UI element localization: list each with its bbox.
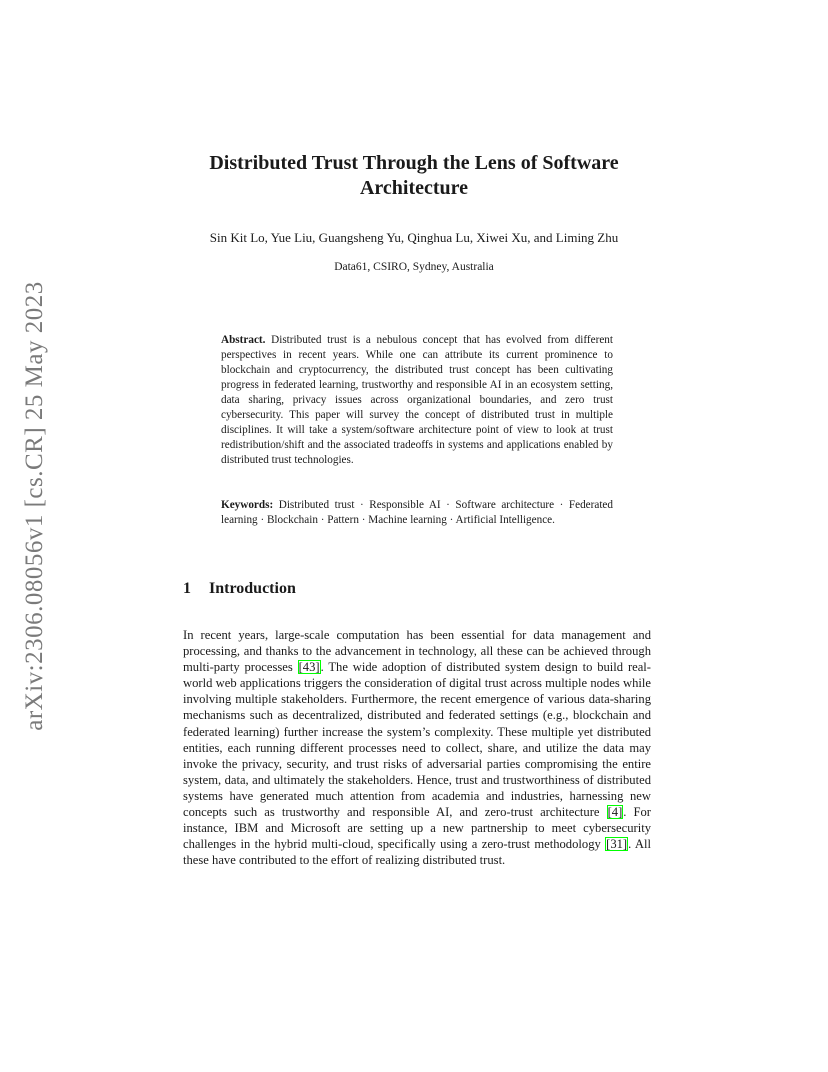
abstract-text: Distributed trust is a nebulous concept that has evolved from different perspectives in recent years. While one can attribute its current prominence to blockchain and cryptocurrency, the distributed trust concept has been cultivating progress in federated learning, trustworthy and responsible AI in an ecosystem setting, data sharing, privacy issues across organizational boundaries, and zero trust cybersecurity. This paper will survey the concept of distributed trust in multiple disciplines. It will take a system/software architecture point of view to look at trust redistribution/shift and the associated tradeoffs in systems and applications enabled by distributed trust technologies. xyxy=(221,334,613,466)
citation-link-31[interactable]: [31] xyxy=(606,837,628,852)
intro-text-part-2: . The wide adoption of distributed system design to build real-world web applications triggers the consideration of digital trust across multiple nodes while involving multiple stakeholders. Furthermore, the recent emergence of various data-sharing mechanisms such as decentralized, distributed and federated settings (e.g., blockchain and federated learning) further increase the system’s complexity. These multiple yet distributed entities, each running different processes need to collect, share, and utilize the data may invoke the privacy, security, and trust risks of adversarial parties compromising the entire system, data, and ultimately the stakeholders. Hence, trust and trustworthiness of distributed systems have generated much attention from academia and industries, harnessing new concepts such as trustworthy and responsible AI, and zero-trust architecture xyxy=(183,660,652,820)
keywords-label: Keywords: xyxy=(221,499,274,511)
intro-text-part-4: . All these have contributed to the effort of realizing distributed trust. xyxy=(183,837,651,868)
citation-link-43[interactable]: [43] xyxy=(298,660,320,675)
keywords-text: Distributed trust · Responsible AI · Software architecture · Federated learning · Blockchain · Pattern · Machine learning · Artificial Intelligence. xyxy=(221,499,613,526)
citation-link-4[interactable]: [4] xyxy=(607,805,623,820)
keywords xyxy=(221,498,613,528)
abstract xyxy=(221,333,613,468)
introduction-paragraph xyxy=(183,627,651,868)
arxiv-identifier-stamp xyxy=(18,276,52,736)
author-affiliation: Data61, CSIRO, Sydney, Australia xyxy=(334,261,494,273)
paper-title: Distributed Trust Through the Lens of Software Architecture xyxy=(209,152,619,199)
arxiv-id-text: arXiv:2306.08056v1 [cs.CR] 25 May 2023 xyxy=(21,281,48,731)
abstract-label: Abstract. xyxy=(221,334,266,346)
author-list: Sin Kit Lo, Yue Liu, Guangsheng Yu, Qinghua Lu, Xiwei Xu, and Liming Zhu xyxy=(209,230,619,245)
intro-text-part-3: . For instance, IBM and Microsoft are setting up a new partnership to meet cybersecurity challenges in the hybrid multi-cloud, specifically using a zero-trust methodology xyxy=(183,805,651,852)
section-heading-introduction xyxy=(183,578,296,600)
section-number: 1 xyxy=(183,580,191,597)
intro-text-part-1: In recent years, large-scale computation has been essential for data management and processing, and thanks to the advancement in technology, all these can be achieved through multi-party processes xyxy=(183,628,651,675)
section-title: Introduction xyxy=(209,580,296,597)
